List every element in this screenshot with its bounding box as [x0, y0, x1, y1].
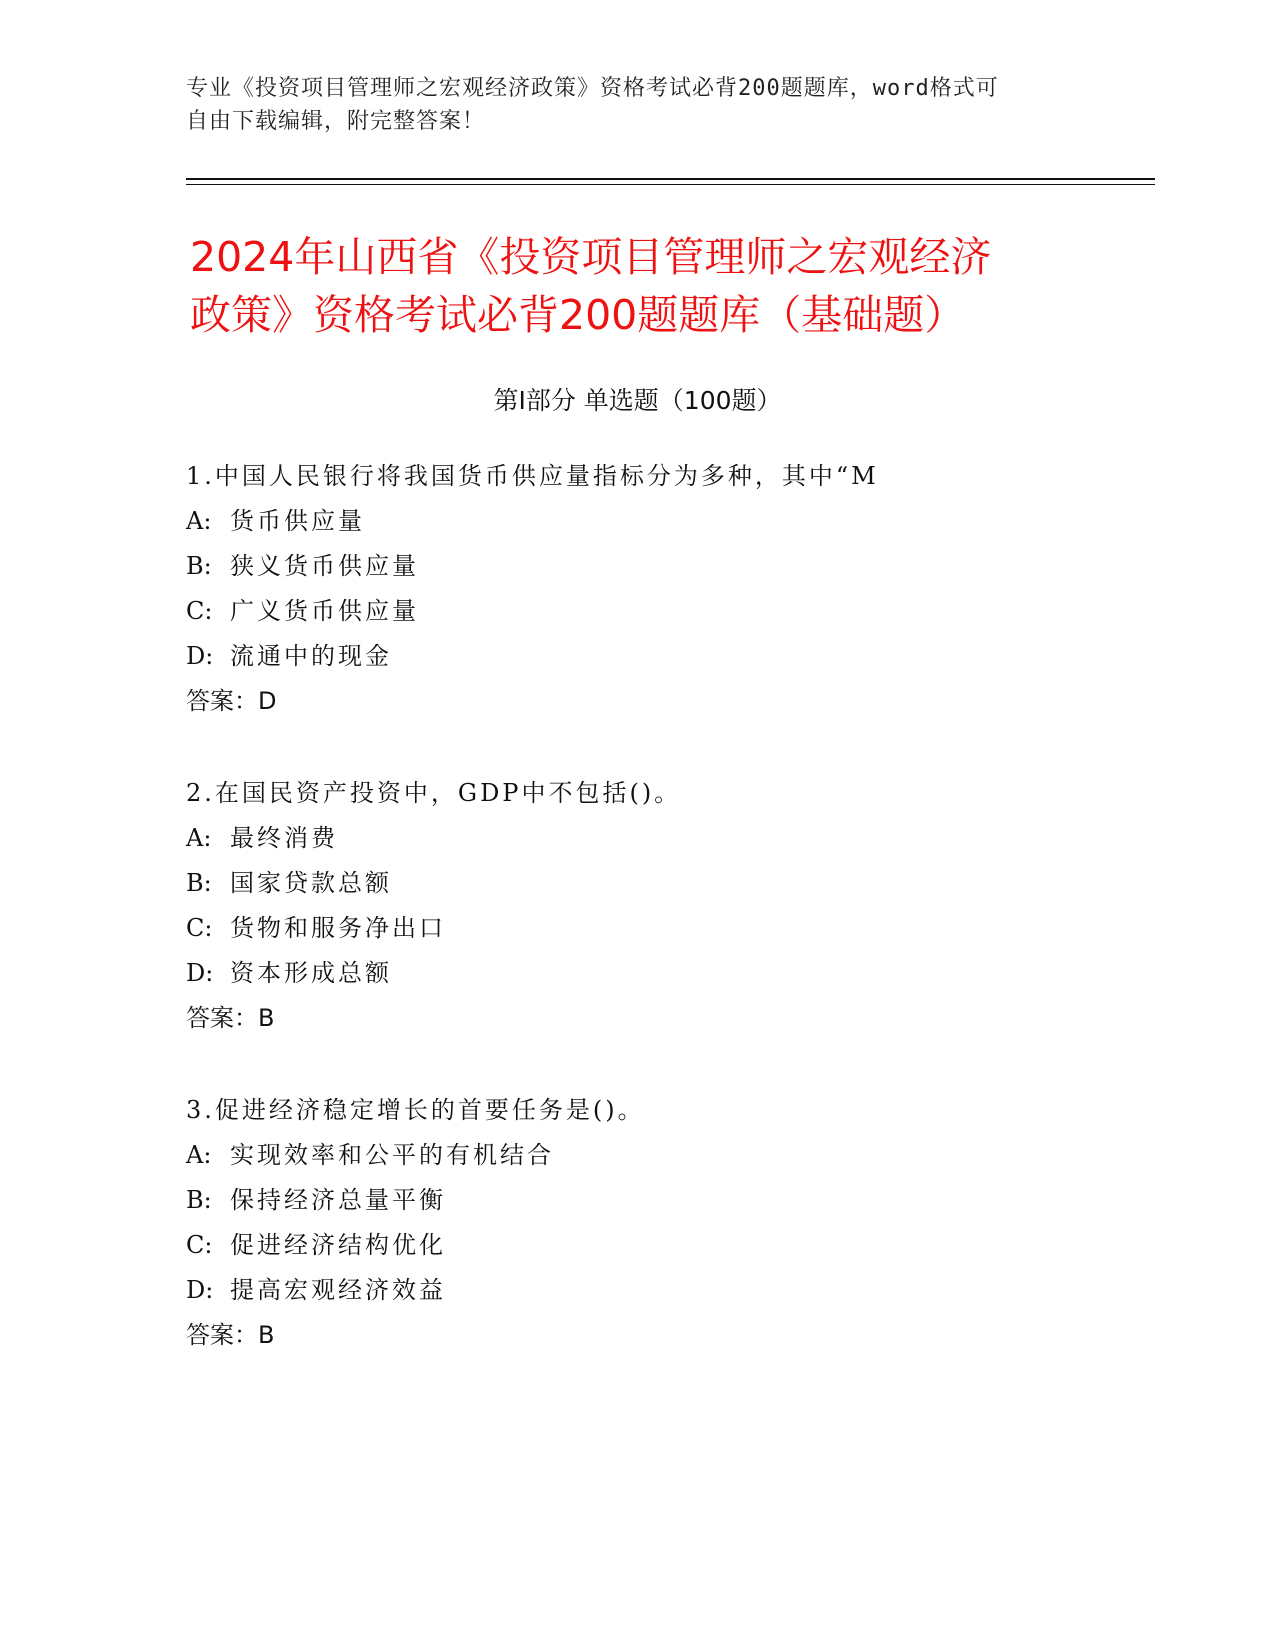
question-stem: 3.促进经济稳定增长的首要任务是()。 — [186, 1096, 645, 1124]
option-text: 广义货币供应量 — [230, 597, 419, 625]
header-note-line-2: 自由下载编辑，附完整答案！ — [186, 109, 486, 134]
option-text: 国家贷款总额 — [230, 869, 392, 897]
header-note-line-1: 专业《投资项目管理师之宏观经济政策》资格考试必背200题题库，word格式可 — [186, 76, 999, 101]
option-text: 货币供应量 — [230, 507, 365, 535]
option-a — [186, 499, 1136, 544]
option-key: C: — [186, 597, 213, 625]
option-text: 货物和服务净出口 — [230, 914, 446, 942]
question-1 — [186, 454, 1136, 724]
question-3 — [186, 1088, 1136, 1358]
question-2 — [186, 771, 1136, 1041]
option-b — [186, 1178, 1136, 1223]
option-b — [186, 861, 1136, 906]
header-divider-thin — [186, 184, 1155, 185]
question-stem: 2.在国民资产投资中，GDP中不包括()。 — [186, 779, 682, 807]
option-key: A: — [186, 507, 212, 535]
answer: 答案：B — [186, 1321, 275, 1349]
option-c — [186, 1223, 1136, 1268]
option-text: 狭义货币供应量 — [230, 552, 419, 580]
question-stem: 1.中国人民银行将我国货币供应量指标分为多种，其中“M — [186, 462, 879, 490]
header-divider — [186, 178, 1155, 180]
option-key: D: — [186, 642, 214, 670]
option-key: B: — [186, 552, 212, 580]
option-key: A: — [186, 824, 212, 852]
option-a — [186, 1133, 1136, 1178]
option-key: D: — [186, 1276, 214, 1304]
section-title: 第Ⅰ部分 单选题（100题） — [493, 386, 782, 415]
option-key: C: — [186, 914, 213, 942]
option-text: 保持经济总量平衡 — [230, 1186, 446, 1214]
header-note — [186, 72, 1086, 138]
option-text: 提高宏观经济效益 — [230, 1276, 446, 1304]
option-text: 资本形成总额 — [230, 959, 392, 987]
answer: 答案：D — [186, 687, 277, 715]
option-text: 最终消费 — [230, 824, 338, 852]
option-text: 流通中的现金 — [230, 642, 392, 670]
option-d — [186, 634, 1136, 679]
option-c — [186, 589, 1136, 634]
option-d — [186, 951, 1136, 996]
option-b — [186, 544, 1136, 589]
option-text: 实现效率和公平的有机结合 — [230, 1141, 554, 1169]
option-key: A: — [186, 1141, 212, 1169]
option-key: C: — [186, 1231, 213, 1259]
option-c — [186, 906, 1136, 951]
document-title-line-1: 2024年山西省《投资项目管理师之宏观经济 — [190, 233, 992, 281]
document-title-line-2: 政策》资格考试必背200题题库（基础题） — [190, 291, 966, 339]
option-key: D: — [186, 959, 214, 987]
option-a — [186, 816, 1136, 861]
option-key: B: — [186, 1186, 212, 1214]
option-d — [186, 1268, 1136, 1313]
option-key: B: — [186, 869, 212, 897]
option-text: 促进经济结构优化 — [230, 1231, 446, 1259]
document-title — [190, 228, 1090, 344]
answer: 答案：B — [186, 1004, 275, 1032]
